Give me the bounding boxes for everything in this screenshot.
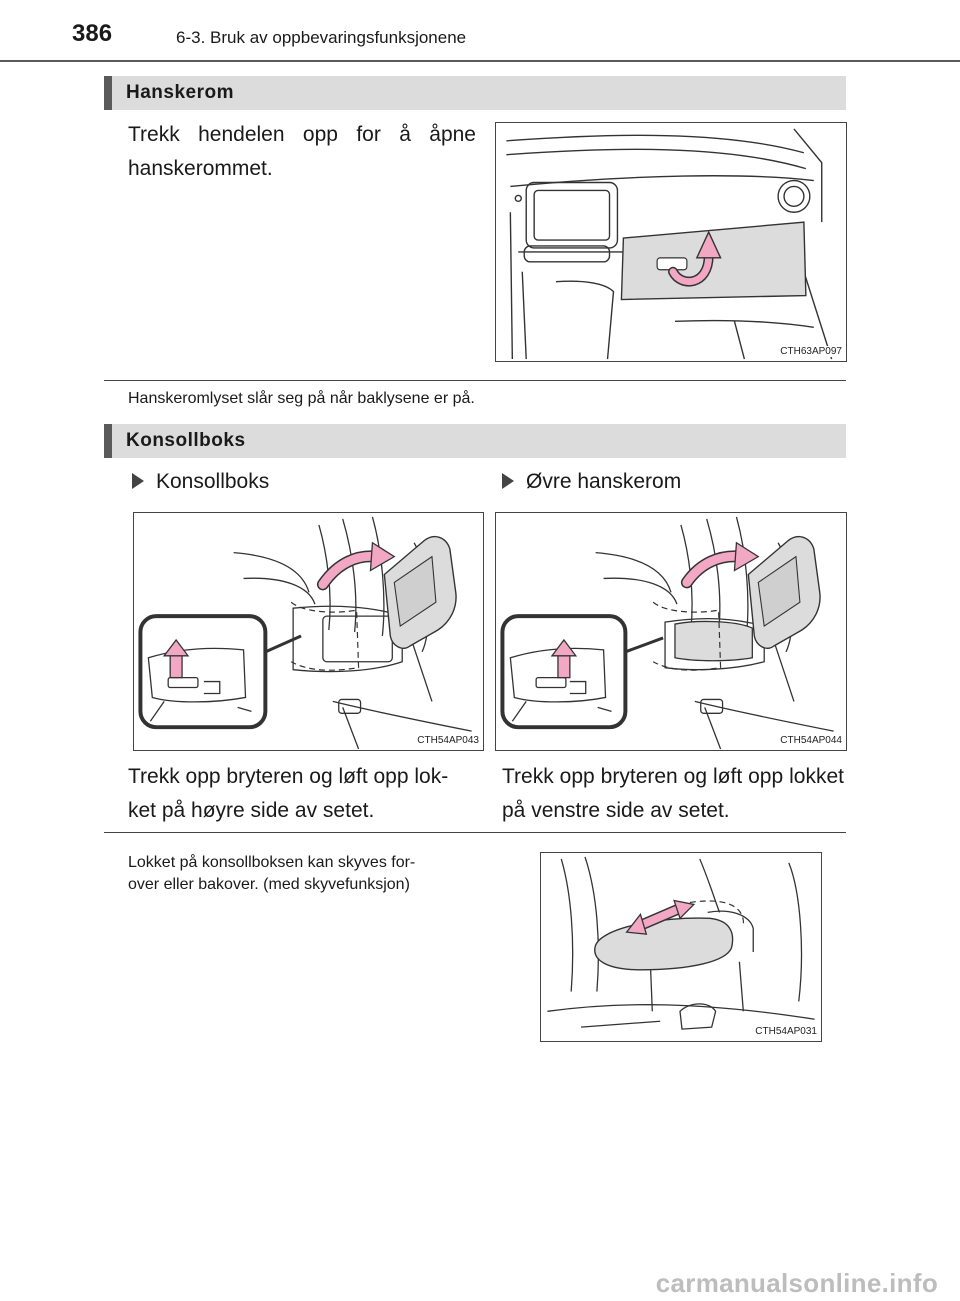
figure-code: CTH54AP043 <box>417 735 479 746</box>
figure-code: CTH63AP097 <box>780 346 842 357</box>
section-divider <box>104 832 846 833</box>
upper-glovebox-instruction: Trekk opp bryteren og løft opp lokket på venstre side av setet. <box>502 765 844 822</box>
triangle-bullet-icon <box>502 473 514 489</box>
section-header-console <box>104 424 846 458</box>
triangle-bullet-icon <box>132 473 144 489</box>
section-accent <box>104 76 112 110</box>
chapter-title: 6-3. Bruk av oppbevaringsfunksjonene <box>176 28 467 47</box>
section-divider <box>104 380 846 381</box>
figure-code: CTH54AP031 <box>755 1026 817 1037</box>
glovebox-instruction: Trekk hendelen opp for å åpne hanskerommet. <box>128 123 476 180</box>
slide-note-line-1: Lokket på konsollboksen kan skyves for- <box>128 854 416 871</box>
console-box-instruction <box>128 760 484 828</box>
upper-glovebox-illustration <box>496 513 846 750</box>
glovebox-illustration <box>496 123 846 361</box>
bullet-label: Konsollboks <box>156 470 270 493</box>
bullet-console-box <box>132 470 269 494</box>
sliding-lid-figure <box>540 852 822 1042</box>
slide-note-line-2: over eller bakover. (med skyvefunksjon) <box>128 876 410 893</box>
figure-code: CTH54AP044 <box>780 735 842 746</box>
bullet-label: Øvre hanskerom <box>526 470 682 493</box>
upper-glovebox-figure <box>495 512 847 751</box>
section-title: Hanskerom <box>126 82 234 103</box>
glovebox-note: Hanskeromlyset slår seg på når baklysene er på. <box>128 390 475 407</box>
glovebox-figure <box>495 122 847 362</box>
section-title: Konsollboks <box>126 430 246 451</box>
header-divider <box>0 60 960 62</box>
section-header-glovebox <box>104 76 846 110</box>
site-watermark: carmanualsonline.info <box>655 1268 938 1298</box>
console-box-figure <box>133 512 484 751</box>
console-box-instruction-line-2: ket på høyre side av setet. <box>128 799 375 822</box>
console-box-instruction-line-1: Trekk opp bryteren og løft opp lok- <box>128 765 449 788</box>
bullet-upper-glovebox <box>502 470 681 494</box>
console-box-illustration <box>134 513 483 750</box>
sliding-lid-illustration <box>541 853 821 1041</box>
page-number: 386 <box>72 20 113 47</box>
section-accent <box>104 424 112 458</box>
slide-note <box>128 852 520 896</box>
